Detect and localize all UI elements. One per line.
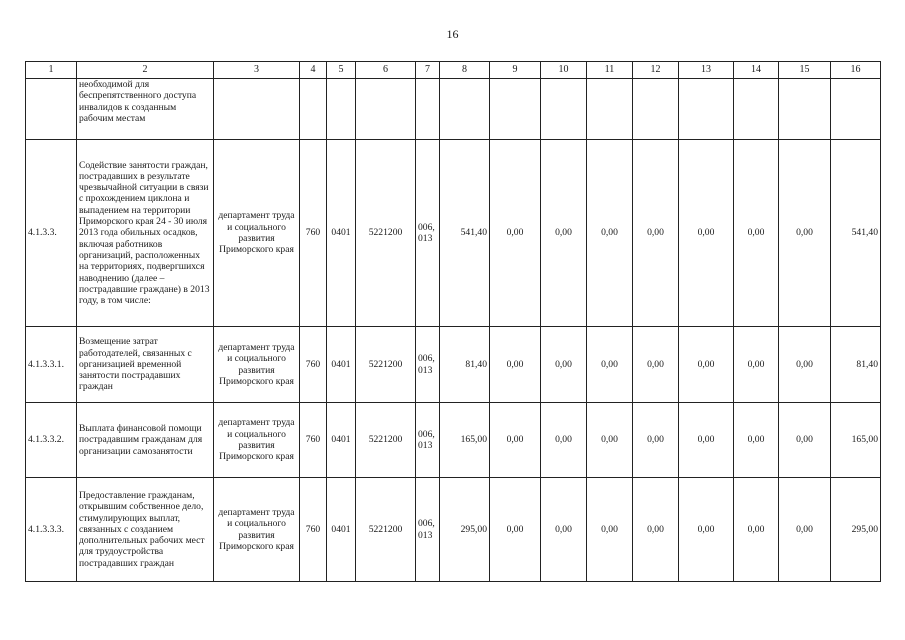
cell-c7: 006, 013 [416,327,440,403]
cell-c9 [490,79,541,140]
cell-c6: 5221200 [356,140,416,327]
cell-c8: 81,40 [440,327,490,403]
cell-c13: 0,00 [679,478,734,582]
cell-c8 [440,79,490,140]
col-header: 11 [587,62,633,79]
cell-c6: 5221200 [356,403,416,478]
cell-c9: 0,00 [490,403,541,478]
row-number: 4.1.3.3.3. [26,478,77,582]
cell-c11: 0,00 [587,478,633,582]
row-dept: департамент труда и социального развития Приморского края [214,478,300,582]
cell-c10: 0,00 [541,403,587,478]
cell-c14: 0,00 [734,327,779,403]
col-header: 1 [26,62,77,79]
col-header: 6 [356,62,416,79]
cell-c12: 0,00 [633,140,679,327]
cell-c5 [327,79,356,140]
col-header: 5 [327,62,356,79]
row-name: Содействие занятости граждан, пострадавших в результате чрезвычайной ситуации в связи с прохождением циклона и выпадением на территории Приморского края 24 - 30 июля 2013 года обильных осадков, включая работников организаций, расположенных на территориях, подвергшихся наводнению (далее – пострадавшие граждане) в 2013 году, в том числе: [77,140,214,327]
col-header: 3 [214,62,300,79]
cell-c16 [831,79,881,140]
cell-c8: 541,40 [440,140,490,327]
cell-c5: 0401 [327,403,356,478]
row-number: 4.1.3.3.1. [26,327,77,403]
cell-c4 [300,79,327,140]
table-row [26,79,881,140]
cell-c6: 5221200 [356,327,416,403]
col-header: 9 [490,62,541,79]
cell-c7: 006, 013 [416,478,440,582]
cell-c14: 0,00 [734,478,779,582]
cell-c15: 0,00 [779,327,831,403]
cell-c5: 0401 [327,478,356,582]
cell-c12: 0,00 [633,327,679,403]
table-row [26,327,881,403]
cell-c9: 0,00 [490,478,541,582]
cell-c12 [633,79,679,140]
cell-c13: 0,00 [679,403,734,478]
col-header: 15 [779,62,831,79]
row-name: необходимой для беспрепятственного доступа инвалидов к созданным рабочим местам [77,79,214,140]
cell-c4: 760 [300,140,327,327]
cell-c13: 0,00 [679,140,734,327]
cell-c7: 006, 013 [416,140,440,327]
col-header: 13 [679,62,734,79]
cell-c15: 0,00 [779,478,831,582]
row-dept: департамент труда и социального развития Приморского края [214,327,300,403]
cell-c4: 760 [300,478,327,582]
row-number [26,79,77,140]
table-row [26,403,881,478]
cell-c13: 0,00 [679,327,734,403]
col-header: 14 [734,62,779,79]
cell-c16: 81,40 [831,327,881,403]
row-dept: департамент труда и социального развития Приморского края [214,403,300,478]
col-header: 7 [416,62,440,79]
col-header: 8 [440,62,490,79]
cell-c4: 760 [300,403,327,478]
col-header: 12 [633,62,679,79]
col-header: 2 [77,62,214,79]
cell-c14 [734,79,779,140]
table-row [26,478,881,582]
cell-c11: 0,00 [587,403,633,478]
col-header: 4 [300,62,327,79]
cell-c11 [587,79,633,140]
cell-c14: 0,00 [734,403,779,478]
page-number: 16 [446,27,459,41]
cell-c16: 541,40 [831,140,881,327]
col-header: 16 [831,62,881,79]
cell-c5: 0401 [327,327,356,403]
cell-c7 [416,79,440,140]
cell-c6: 5221200 [356,478,416,582]
row-name: Возмещение затрат работодателей, связанных с организацией временной занятости пострадавших граждан [77,327,214,403]
cell-c12: 0,00 [633,478,679,582]
cell-c13 [679,79,734,140]
cell-c7: 006, 013 [416,403,440,478]
cell-c4: 760 [300,327,327,403]
cell-c16: 295,00 [831,478,881,582]
cell-c9: 0,00 [490,327,541,403]
row-name: Выплата финансовой помощи пострадавшим гражданам для организации самозанятости [77,403,214,478]
row-dept [214,79,300,140]
cell-c14: 0,00 [734,140,779,327]
header-row [26,62,881,79]
col-header: 10 [541,62,587,79]
cell-c16: 165,00 [831,403,881,478]
cell-c9: 0,00 [490,140,541,327]
budget-table [25,61,881,582]
row-dept: департамент труда и социального развития Приморского края [214,140,300,327]
cell-c15 [779,79,831,140]
row-name: Предоставление гражданам, открывшим собственное дело, стимулирующих выплат, связанных с созданием дополнительных рабочих мест для трудоустройства пострадавших граждан [77,478,214,582]
cell-c8: 165,00 [440,403,490,478]
cell-c10: 0,00 [541,140,587,327]
cell-c8: 295,00 [440,478,490,582]
cell-c6 [356,79,416,140]
cell-c12: 0,00 [633,403,679,478]
cell-c11: 0,00 [587,140,633,327]
table-row [26,140,881,327]
cell-c11: 0,00 [587,327,633,403]
cell-c15: 0,00 [779,403,831,478]
cell-c15: 0,00 [779,140,831,327]
cell-c5: 0401 [327,140,356,327]
cell-c10: 0,00 [541,327,587,403]
row-number: 4.1.3.3.2. [26,403,77,478]
cell-c10: 0,00 [541,478,587,582]
cell-c10 [541,79,587,140]
row-number: 4.1.3.3. [26,140,77,327]
